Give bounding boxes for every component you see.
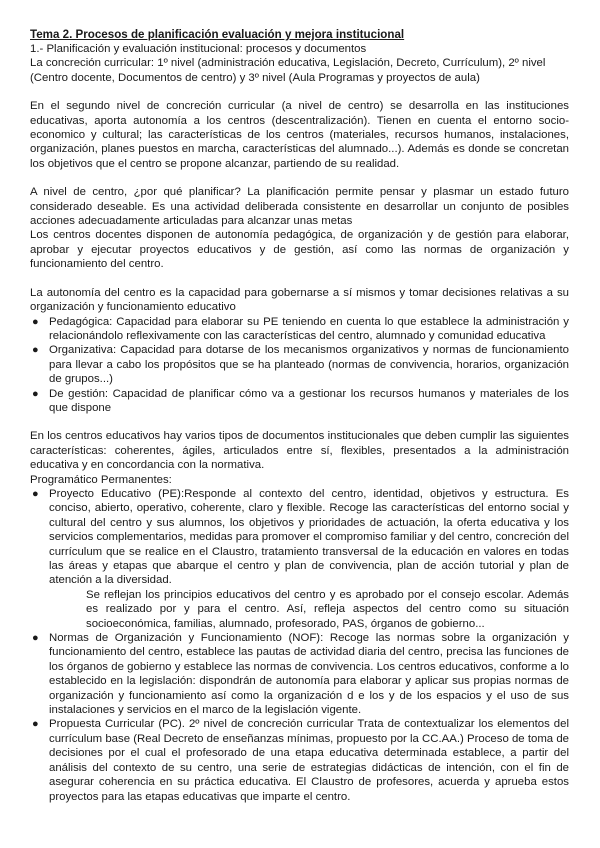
list-item: ● Proyecto Educativo (PE):Responde al contexto del centro, identidad, objetivos y estructura. Es conciso, abierto, operativo, coherente, claro y flexible. Recoge las características del entorno social y cultural del centro y sus alumnos, los objetivos y prioridades de actuación, la oferta educativa y los servicios complementarios, medidas para promover el compromiso familiar y del centro, concreción del currículum que se realice en el Claustro, tratamiento transversal de la educación en valores en todas las áreas y etapas que abarque el centro y plan de convivencia, plan de acción tutorial y plan de atención a la diversidad. [32,487,569,587]
documentos-intro-paragraph: En los centros educativos hay varios tipos de documentos institucionales que deben cumplir las siguientes características: coherentes, ágiles, articulados entre sí, flexibles, presentados a la administración educativa y en concordancia con la normativa. [30,430,569,472]
autonomia-list [30,315,569,416]
documentos-list-cont [30,631,569,804]
list-item: ● Organizativa: Capacidad para dotarse de los mecanismos organizativos y normas de funcionamiento para llevar a cabo los propósitos que se ha planteado (normas de convivencia, horarios, organización de grupos...) [32,344,569,386]
pe-reflejo-paragraph: Se reflejan los principios educativos del centro y es aprobado por el consejo escolar. Además es realizado por y para el centro. Así, refleja aspectos del centro como su situación socioeconómica, familias, alumnado, profesorado, PAS, órganos de gobierno... [86,588,569,630]
bullet-icon: ● [32,487,39,500]
page-title: Tema 2. Procesos de planificación evaluación y mejora institucional [30,28,405,41]
programatico-label: Programático Permanentes: [30,473,172,486]
list-item: ● De gestión: Capacidad de planificar cómo va a gestionar los recursos humanos y materiales de los que dispone [32,387,569,414]
bullet-icon: ● [32,344,39,357]
documentos-list [30,487,569,588]
section-heading: 1.- Planificación y evaluación institucional: procesos y documentos [30,43,367,55]
list-item: ● Propuesta Curricular (PC). 2º nivel de concreción curricular Trata de contextualizar los elementos del currículum base (Real Decreto de enseñanzas mínimas, propuesto por la CC.AA.) Proceso de toma de decisiones por el cual el profesorado de una etapa educativa determinada establece, a partir del análisis del contexto de su centro, una serie de estrategias didácticas de intención, con el fin de asegurar coherencia en su práctica educativa. El Claustro de profesores, acuerda y aprueba estos proyectos para las etapas educativas que imparte el centro. [32,718,569,803]
bullet-icon: ● [32,315,39,328]
list-item: ● Normas de Organización y Funcionamiento (NOF): Recoge las normas sobre la organización y funcionamiento del centro, establece las pautas de actividad diaria del centro, precisa las funciones de los órganos de gobierno y establece las normas de convivencia. Los centros educativos, conforme a lo establecido en la legislación: dispondrán de autonomía para elaborar y aplicar sus propias normas de organización y funcionamiento así como la organización d e los y de los espacios y el uso de sus instalaciones y servicios en el marco de la legislación vigente. [32,632,569,717]
bullet-icon: ● [32,718,39,731]
centros-docentes-paragraph: Los centros docentes disponen de autonomía pedagógica, de organización y de gestión para elaborar, aprobar y ejecutar proyectos educativos y de gestión, así como las normas de organización y funcionamiento del centro. [30,229,569,271]
concrecion-paragraph: La concreción curricular: 1º nivel (administración educativa, Legislación, Decreto, Currículum), 2º nivel (Centro docente, Documentos de centro) y 3º nivel (Aula Programas y proyectos de aula) [30,57,546,84]
por-que-planificar-paragraph: A nivel de centro, ¿por qué planificar? La planificación permite pensar y plasmar un estado futuro considerado deseable. Es una actividad deliberada consistente en desarrollar un conjunto de posibles acciones adecuadamente articuladas para alcanzar unas metas [30,186,569,228]
bullet-icon: ● [32,632,39,645]
list-item: ● Pedagógica: Capacidad para elaborar su PE teniendo en cuenta lo que establece la administración y relacionándolo reflexivamente con las características del centro, alumnado y comunidad educativa [32,315,569,342]
autonomia-intro-paragraph: La autonomía del centro es la capacidad para gobernarse a sí mismos y tomar decisiones relativas a su organización y funcionamiento educativo [30,286,569,314]
bullet-icon: ● [32,387,39,400]
segundo-nivel-paragraph: En el segundo nivel de concreción curricular (a nivel de centro) se desarrolla en las instituciones educativas, aporta autonomía a los centros (descentralización). Tienen en cuenta el entorno socio-economico y cultural; las características de los centros (materiales, recursos humanos, instalaciones, organización, planes puestos en marcha, características del alumnado...). Además es donde se concretan los objetivos que el centro se propone alcanzar, partiendo de su realidad. [30,100,569,170]
